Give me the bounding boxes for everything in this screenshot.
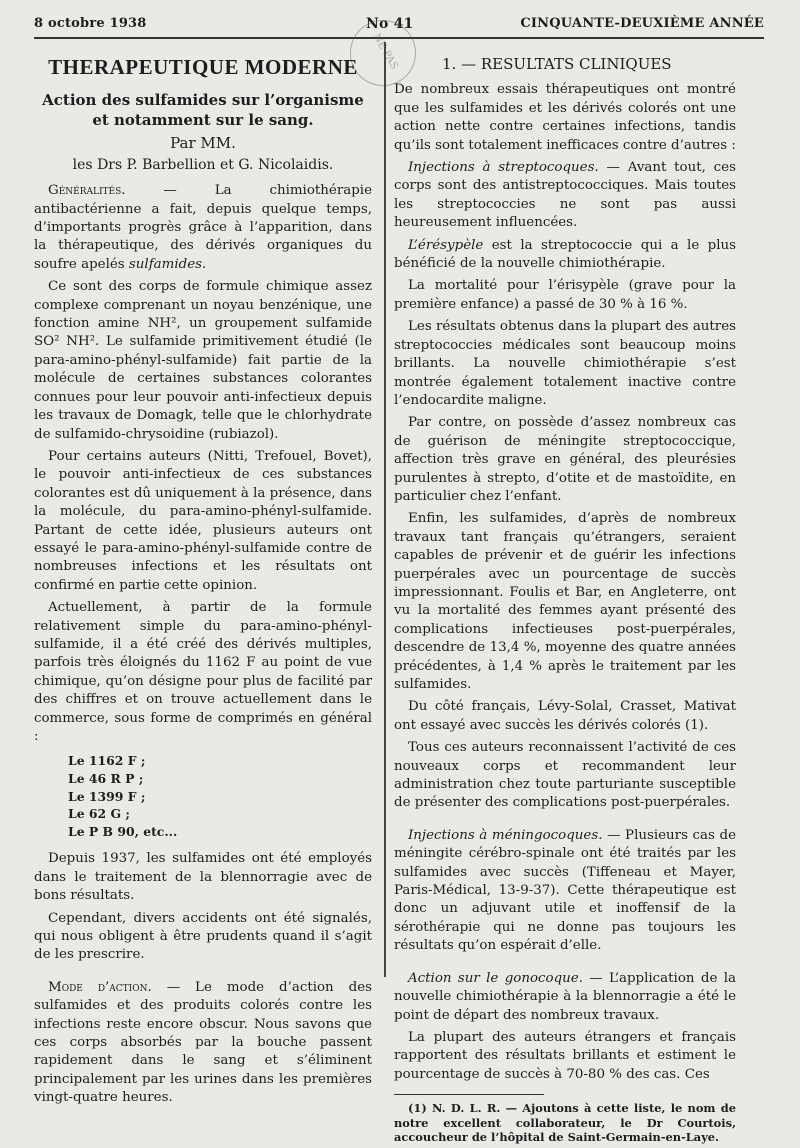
paragraph-mode-action: [34, 979, 372, 1108]
paragraph-lead: Mode d’action.: [48, 979, 152, 995]
right-column: [394, 55, 736, 1148]
article-title: Action des sulfamides sur l’organisme et notamment sur le sang.: [42, 91, 364, 130]
paragraph-streptocoques: [394, 159, 736, 233]
paragraph-generalites: [34, 182, 372, 274]
list-item: Le 1162 F ;: [68, 753, 146, 769]
list-item: Le 46 R P ;: [68, 771, 144, 786]
footnote: (1) N. D. L. R. — Ajoutons à cette liste, le nom de notre excellent collaborateur, le Dr Courtois, accoucheur de l’hôpital de Saint-Germain-en-Laye.: [394, 1101, 736, 1144]
paragraph-italic: sulfamides.: [128, 256, 207, 272]
paragraph-meningocoques: [394, 827, 736, 956]
paragraph-text: — L’application de la nouvelle chimiothérapie à la blennorragie a été le point de départ des nombreux travaux.: [394, 970, 736, 1023]
paragraph-text: est la streptococcie qui a le plus bénéficié de la nouvelle chimiothérapie.: [394, 237, 736, 272]
paragraph-text: — La chimiothérapie antibactérienne a fait, depuis quelque temps, d’importants progrès grâce à l’apparition, dans la thérapeutique, des dérivés organiques du soufre apelés: [34, 183, 372, 272]
list-item: Le P B 90, etc...: [68, 823, 178, 839]
list-item: Le 1399 F ;: [68, 788, 146, 804]
paragraph-lead: L’érésypèle: [408, 237, 484, 253]
paragraph: Cependant, divers accidents ont été signalés, qui nous obligent à être prudents quand il s’agit de les prescrire.: [34, 910, 372, 963]
paragraph-lead: Injections à streptocoques.: [408, 160, 599, 176]
paragraph-erysipele: [394, 237, 736, 274]
compound-list: [68, 752, 372, 840]
paragraph: Tous ces auteurs reconnaissent l’activité de ces nouveaux corps et recommandent leur administration chez toute parturiante susceptible de présenter des complications post-puerpérales.: [394, 740, 736, 811]
paragraph: De nombreux essais thérapeutiques ont montré que les sulfamides et les dérivés colorés ont une action nette contre certaines infections, tandis qu’ils sont totalement inefficaces contre d’autres :: [394, 82, 736, 153]
paragraph-text: — Le mode d’action des sulfamides et des produits colorés contre les infections reste encore obscur. Nous savons que ces corps absorbés par la bouche passent rapidement dans le sang et s’éliminent principalement par les urines dans les premières vingt-quatre heures.: [34, 979, 373, 1106]
column-divider: [384, 42, 386, 977]
left-column: [34, 55, 372, 1112]
paragraph: Les résultats obtenus dans la plupart des autres streptococcies médicales sont beaucoup moins brillants. La nouvelle chimiothérapie s’est montrée également totalement inactive contre l’endocardite maligne.: [394, 319, 736, 408]
paragraph: Par contre, on possède d’assez nombreux cas de guérison de méningite streptococcique, affection très grave en général, des pleurésies purulentes à strepto, d’otite et de mastoïdite, en particulier chez l’enfant.: [394, 415, 736, 504]
byline-prefix: Par MM.: [170, 134, 236, 153]
paragraph: La mortalité pour l’érisypèle (grave pour la première enfance) a passé de 30 % à 16 %.: [394, 278, 736, 312]
issue-date: 8 octobre 1938: [34, 16, 147, 31]
footnote-rule: [394, 1094, 544, 1095]
paragraph: Du côté français, Lévy-Solal, Crasset, Mativat ont essayé avec succès les dérivés colorés (1).: [394, 699, 736, 733]
spacer: [394, 960, 736, 970]
authors: les Drs P. Barbellion et G. Nicolaidis.: [72, 156, 334, 173]
spacer: [34, 969, 372, 979]
paragraph: Actuellement, à partir de la formule relativement simple du para-amino-phényl-sulfamide, il a été créé des dérivés multiples, parfois très éloignés du 1162 F au point de vue chimique, qu’on désigne pour plus de facilité par des chiffres et on trouve actuellement dans le commerce, sous forme de comprimés en général :: [34, 600, 372, 744]
paragraph: Depuis 1937, les sulfamides ont été employés dans le traitement de la blennorragie avec de bons résultats.: [34, 851, 372, 904]
section-title: THERAPEUTIQUE MODERNE: [48, 55, 358, 79]
publication-year: CINQUANTE-DEUXIÈME ANNÉE: [520, 16, 764, 31]
paragraph-lead: Action sur le gonocoque.: [408, 970, 583, 986]
paragraph-text: — Plusieurs cas de méningite cérébro-spinale ont été traités par les sulfamides avec succès (Tiffeneau et Mayer, Paris-Médical, 13-9-37). Cette thérapeutique est donc un adjuvant utile et inoffensif de la sérothérapie qui ne donne pas toujours les résultats qu’on espérait d’elle.: [394, 827, 736, 954]
spacer: [394, 817, 736, 827]
paragraph: La plupart des auteurs étrangers et français rapportent des résultats brillants et estiment le pourcentage de succès à 70-80 % des cas. Ces: [394, 1029, 736, 1082]
list-item: Le 62 G ;: [68, 806, 130, 822]
library-stamp: NE PAS: [338, 8, 428, 98]
paragraph: Pour certains auteurs (Nitti, Trefouel, Bovet), le pouvoir anti-infectieux de ces substances colorantes est dû uniquement à la présence, dans la molécule, du para-amino-phényl-sulfamide. Partant de cette idée, plusieurs auteurs ont essayé le para-amino-phényl-sulfamide contre de nombreuses infections et les résultats ont confirmé en partie cette opinion.: [34, 448, 372, 593]
paragraph-text: — Avant tout, ces corps sont des antistreptococciques. Mais toutes les streptococcies ne sont pas aussi heureusement influencées.: [394, 160, 736, 231]
paragraph-lead: Généralités.: [48, 183, 126, 199]
paragraph-gonocoque: [394, 970, 736, 1025]
paragraph: Ce sont des corps de formule chimique assez complexe comprenant un noyau benzénique, une fonction amine NH², un groupement sulfamide SO² NH². Le sulfamide primitivement étudié (le para-amino-phényl-sulfamide) fait partie de la molécule de certaines substances colorantes connues pour leur pouvoir anti-infectieux depuis les travaux de Domagk, telle que le chlorhydrate de sulfamido-chrysoidine (rubiazol).: [34, 279, 372, 442]
issue-number: No 41: [366, 16, 414, 32]
section-heading: 1. — RESULTATS CLINIQUES: [442, 55, 672, 73]
paragraph: Enfin, les sulfamides, d’après de nombreux travaux tant français qu’étrangers, seraient capables de prévenir et de guérir les infections puerpérales avec un pourcentage de succès impressionnant. Foulis et Bar, en Angleterre, ont vu la mortalité des femmes ayant présenté des complications infectieuses post-puerpérales, descendre de 13,4 %, moyenne des quatre années précédentes, à 1,4 % après le traitement par les sulfamides.: [394, 511, 736, 692]
paragraph-lead: Injections à méningocoques.: [408, 827, 603, 843]
